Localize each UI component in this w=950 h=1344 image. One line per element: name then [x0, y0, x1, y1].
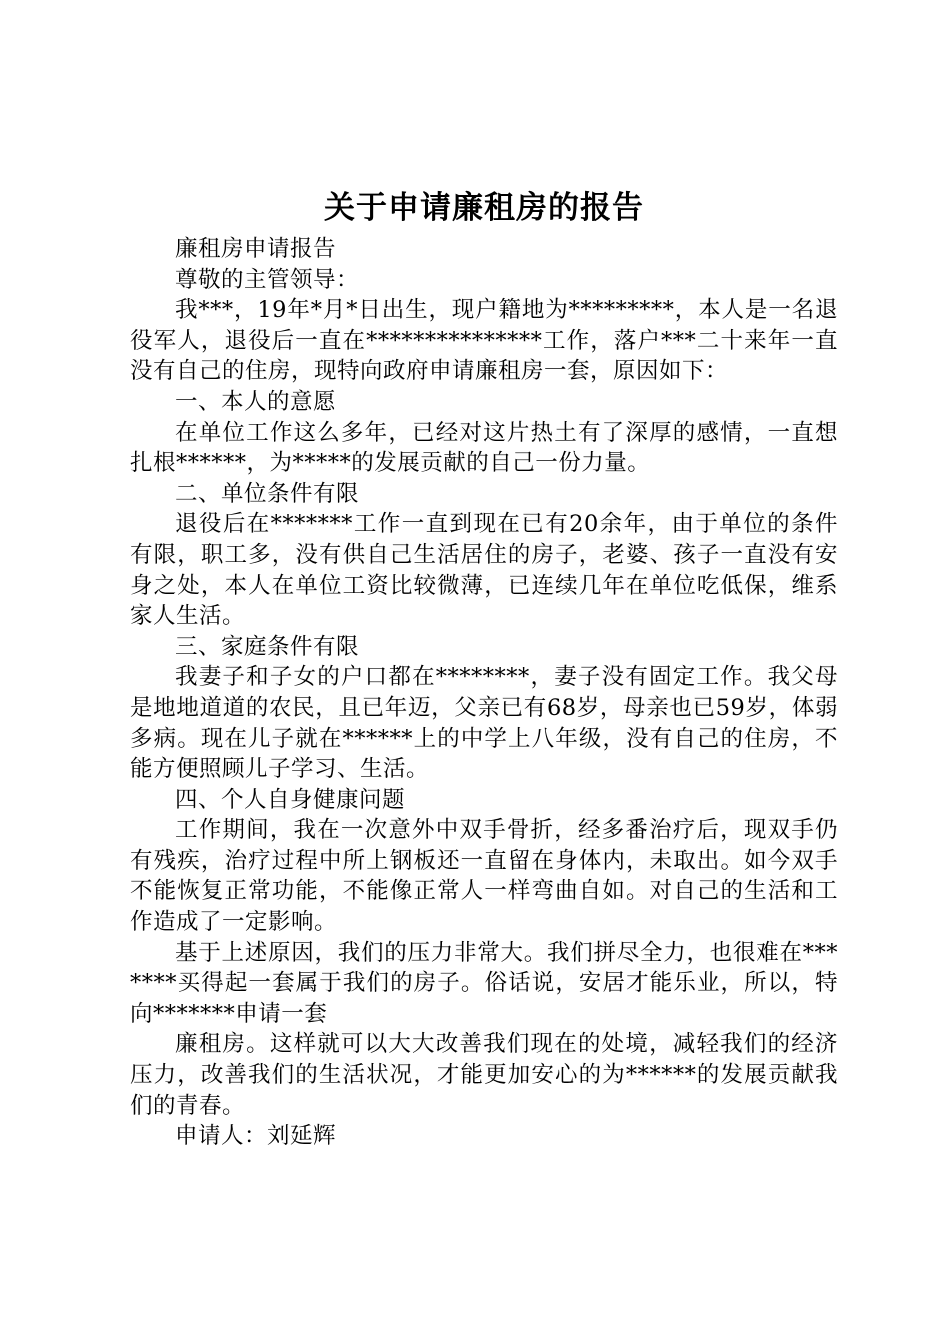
paragraph-wish: 在单位工作这么多年，已经对这片热土有了深厚的感情，一直想扎根******，为*****的发展贡献的自己一份力量。 [130, 419, 838, 477]
paragraph-family: 我妻子和子女的户口都在********，妻子没有固定工作。我父母是地地道道的农民，且已年迈，父亲已有68岁，母亲也已59岁，体弱多病。现在儿子就在******上的中学上八年级，没有自己的住房，不能方便照顾儿子学习、生活。 [130, 664, 838, 783]
paragraph-report-heading: 廉租房申请报告 [175, 236, 337, 262]
paragraph-introduction: 我***，19年*月*日出生，现户籍地为*********，本人是一名退役军人，退役后一直在***************工作，落户***二十来年一直没有自己的住房，现特向政府申请廉租房一套，原因如下： [130, 297, 838, 385]
paragraph-health: 工作期间，我在一次意外中双手骨折，经多番治疗后，现双手仍有残疾，治疗过程中所上钢板还一直留在身体内，未取出。如今双手不能恢复正常功能，不能像正常人一样弯曲自如。对自己的生活和工作造成了一定影响。 [130, 817, 838, 936]
applicant-signature: 申请人：刘延辉 [175, 1123, 337, 1150]
paragraph-conclusion: 廉租房。这样就可以大大改善我们现在的处境，减轻我们的经济压力，改善我们的生活状况，才能更加安心的为******的发展贡献我们的青春。 [130, 1031, 838, 1119]
section-heading-health: 四、个人自身健康问题 [175, 786, 406, 813]
document-body [130, 182, 838, 1152]
paragraph-salutation: 尊敬的主管领导： [175, 266, 360, 293]
section-heading-work-unit: 二、单位条件有限 [175, 480, 360, 507]
paragraph-reasons: 基于上述原因，我们的压力非常大。我们拼尽全力，也很难在*******买得起一套属于我们的房子。俗话说，安居才能乐业，所以，特向*******申请一套 [130, 939, 838, 1027]
section-heading-wish: 一、本人的意愿 [175, 388, 337, 415]
section-heading-family: 三、家庭条件有限 [175, 633, 360, 660]
document-title: 关于申请廉租房的报告 [324, 190, 644, 226]
paragraph-work-unit: 退役后在*******工作一直到现在已有20余年，由于单位的条件有限，职工多，没有供自己生活居住的房子，老婆、孩子一直没有安身之处，本人在单位工资比较微薄，已连续几年在单位吃低保，维系家人生活。 [130, 511, 838, 630]
